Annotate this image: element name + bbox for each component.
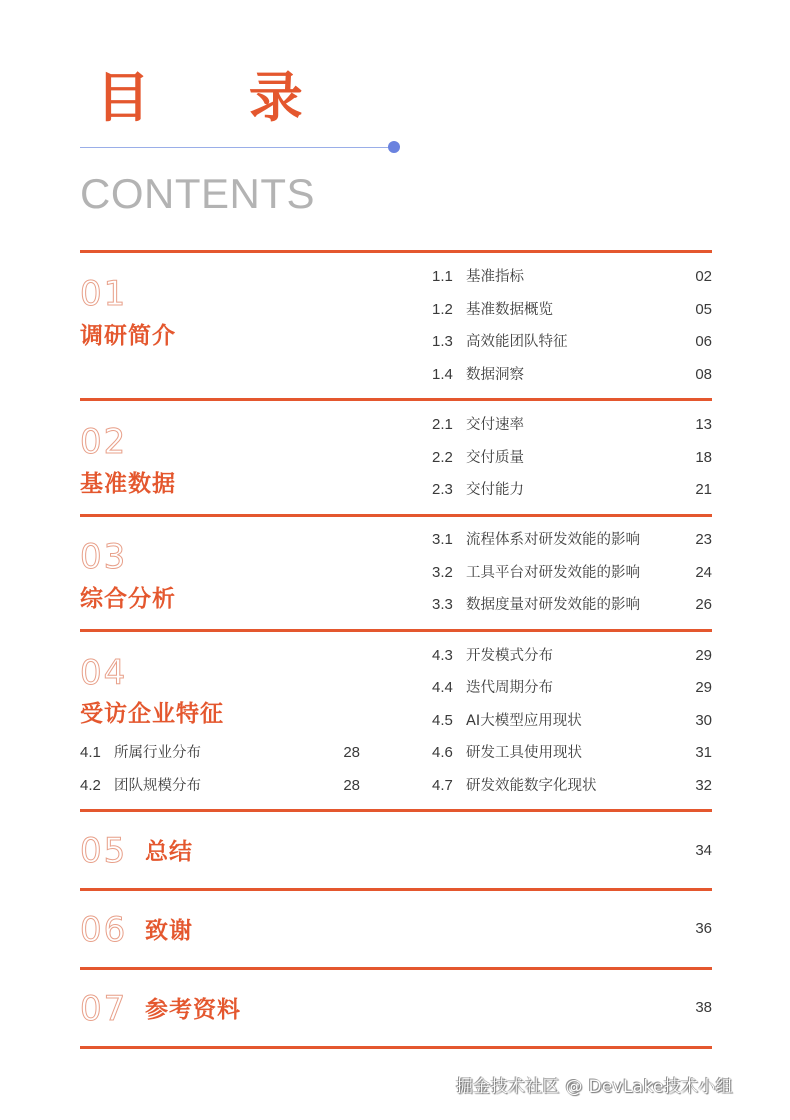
toc-entry[interactable]	[432, 595, 712, 615]
entry-number: 4.3	[432, 647, 453, 664]
entry-page: 28	[343, 777, 360, 794]
section-title[interactable]: 致谢	[145, 918, 193, 944]
section-number: 06	[80, 910, 128, 950]
entry-number: 1.1	[432, 268, 453, 285]
toc-entry[interactable]	[432, 743, 712, 763]
toc-entry[interactable]	[80, 776, 360, 796]
title-rule-dot-icon	[388, 141, 400, 153]
entry-label: 基准数据概览	[466, 302, 553, 318]
section-divider	[80, 1046, 712, 1049]
entry-number: 1.4	[432, 366, 453, 383]
page-subtitle: CONTENTS	[80, 170, 315, 217]
entry-number: 4.5	[432, 712, 453, 729]
section-number: 05	[80, 831, 128, 871]
entry-number: 4.6	[432, 744, 453, 761]
entry-page: 30	[695, 712, 712, 729]
entry-number: 2.3	[432, 481, 453, 498]
entry-number: 2.1	[432, 416, 453, 433]
entry-number: 4.7	[432, 777, 453, 794]
section-title[interactable]: 基准数据	[80, 471, 176, 497]
entry-page: 18	[695, 449, 712, 466]
entry-number: 1.2	[432, 301, 453, 318]
entry-label: 交付能力	[466, 482, 524, 498]
entry-page: 21	[695, 481, 712, 498]
entry-label: 团队规模分布	[114, 778, 201, 794]
toc-entry[interactable]	[432, 530, 712, 550]
entry-number: 4.1	[80, 744, 101, 761]
section-title[interactable]: 总结	[145, 839, 193, 865]
section-divider	[80, 967, 712, 970]
entry-number: 2.2	[432, 449, 453, 466]
title-rule-divider	[80, 147, 394, 148]
entry-label: 交付质量	[466, 450, 524, 466]
toc-entry[interactable]	[432, 711, 712, 731]
section-number: 04	[80, 653, 128, 693]
section-number: 02	[80, 422, 128, 462]
entry-page: 23	[695, 531, 712, 548]
toc-entry[interactable]	[432, 678, 712, 698]
entry-label: 交付速率	[466, 417, 524, 433]
toc-entry[interactable]	[432, 365, 712, 385]
entry-page: 28	[343, 744, 360, 761]
toc-entry[interactable]	[432, 267, 712, 287]
entry-page: 24	[695, 564, 712, 581]
entry-page: 29	[695, 679, 712, 696]
entry-number: 1.3	[432, 333, 453, 350]
toc-entry[interactable]	[432, 480, 712, 500]
entry-number: 3.2	[432, 564, 453, 581]
entry-label: 研发效能数字化现状	[466, 778, 597, 794]
section-page: 34	[695, 842, 712, 859]
entry-label: 开发模式分布	[466, 648, 553, 664]
toc-entry[interactable]	[432, 415, 712, 435]
entry-page: 13	[695, 416, 712, 433]
entry-label: 工具平台对研发效能的影响	[466, 565, 640, 581]
entry-label: 高效能团队特征	[466, 334, 568, 350]
entry-page: 06	[695, 333, 712, 350]
entry-number: 3.3	[432, 596, 453, 613]
toc-entry[interactable]	[432, 646, 712, 666]
toc-entry[interactable]	[432, 563, 712, 583]
section-number: 03	[80, 537, 128, 577]
toc-entry[interactable]	[80, 743, 360, 763]
section-title[interactable]: 综合分析	[80, 586, 176, 612]
entry-label: 基准指标	[466, 269, 524, 285]
entry-label: 所属行业分布	[114, 745, 201, 761]
toc-entry[interactable]	[432, 448, 712, 468]
entry-label: 迭代周期分布	[466, 680, 553, 696]
section-title[interactable]: 参考资料	[145, 997, 241, 1023]
entry-label: 研发工具使用现状	[466, 745, 582, 761]
section-divider	[80, 398, 712, 401]
page-title: 目 录	[96, 66, 343, 129]
entry-number: 4.2	[80, 777, 101, 794]
section-divider	[80, 888, 712, 891]
section-page: 38	[695, 999, 712, 1016]
section-divider	[80, 250, 712, 253]
entry-label: 流程体系对研发效能的影响	[466, 532, 640, 548]
entry-number: 4.4	[432, 679, 453, 696]
entry-page: 26	[695, 596, 712, 613]
entry-label: AI大模型应用现状	[466, 713, 582, 729]
entry-label: 数据洞察	[466, 367, 524, 383]
entry-page: 02	[695, 268, 712, 285]
entry-page: 08	[695, 366, 712, 383]
section-number: 07	[80, 989, 128, 1029]
section-divider	[80, 809, 712, 812]
toc-entry[interactable]	[432, 332, 712, 352]
section-divider	[80, 514, 712, 517]
entry-page: 31	[695, 744, 712, 761]
entry-page: 29	[695, 647, 712, 664]
watermark: 掘金技术社区 @ DevLake技术小组	[456, 1077, 734, 1097]
entry-number: 3.1	[432, 531, 453, 548]
toc-entry[interactable]	[432, 776, 712, 796]
section-title[interactable]: 受访企业特征	[80, 701, 224, 727]
entry-label: 数据度量对研发效能的影响	[466, 597, 640, 613]
section-page: 36	[695, 920, 712, 937]
toc-entry[interactable]	[432, 300, 712, 320]
entry-page: 05	[695, 301, 712, 318]
entry-page: 32	[695, 777, 712, 794]
section-number: 01	[80, 274, 128, 314]
section-divider	[80, 629, 712, 632]
section-title[interactable]: 调研简介	[80, 323, 176, 349]
